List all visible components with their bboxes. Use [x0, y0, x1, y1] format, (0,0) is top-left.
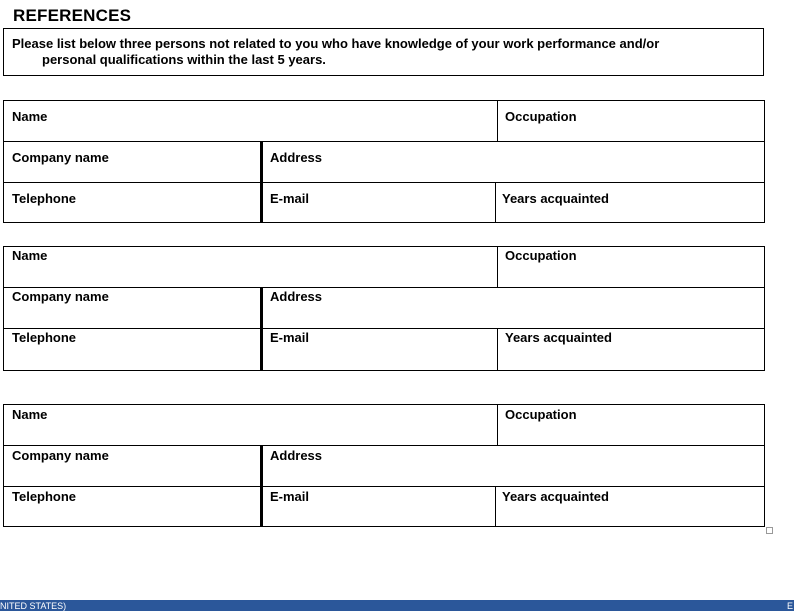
telephone-label: Telephone [12, 330, 77, 345]
company-name-cell[interactable] [4, 142, 260, 182]
reference-row-name [4, 247, 764, 288]
name-cell[interactable] [4, 101, 497, 141]
address-cell[interactable] [262, 446, 764, 486]
email-cell[interactable] [262, 329, 497, 370]
years-acquainted-cell[interactable] [495, 487, 764, 526]
years-acquainted-label: Years acquainted [502, 191, 609, 206]
email-cell[interactable] [262, 183, 495, 222]
status-bar [0, 600, 794, 611]
reference-row-company [4, 288, 764, 329]
occupation-cell[interactable] [497, 101, 764, 141]
email-label: E-mail [270, 330, 310, 345]
years-acquainted-cell[interactable] [495, 183, 764, 222]
address-label: Address [270, 150, 323, 165]
telephone-cell[interactable] [4, 183, 260, 222]
company-name-cell[interactable] [4, 288, 260, 328]
language-indicator[interactable]: NITED STATES) [0, 601, 67, 611]
reference-row-company [4, 142, 764, 183]
address-label: Address [270, 448, 323, 463]
status-bar-right-item[interactable]: E [786, 601, 793, 611]
reference-row-name [4, 405, 764, 446]
telephone-cell[interactable] [4, 329, 260, 370]
reference-table-3 [3, 404, 765, 527]
address-cell[interactable] [262, 288, 764, 328]
email-cell[interactable] [262, 487, 495, 526]
name-label: Name [12, 248, 48, 263]
reference-table-1 [3, 100, 765, 223]
telephone-label: Telephone [12, 191, 77, 206]
name-label: Name [12, 109, 48, 124]
address-cell[interactable] [262, 142, 764, 182]
reference-table-2 [3, 246, 765, 371]
instructions-box [3, 28, 764, 76]
email-label: E-mail [270, 191, 310, 206]
occupation-cell[interactable] [497, 247, 764, 287]
reference-row-contact [4, 183, 764, 222]
years-acquainted-cell[interactable] [497, 329, 764, 370]
occupation-label: Occupation [505, 109, 577, 124]
company-name-cell[interactable] [4, 446, 260, 486]
reference-row-contact [4, 487, 764, 526]
name-cell[interactable] [4, 247, 497, 287]
address-label: Address [270, 289, 323, 304]
reference-row-contact [4, 329, 764, 370]
name-cell[interactable] [4, 405, 497, 445]
occupation-label: Occupation [505, 407, 577, 422]
reference-row-name [4, 101, 764, 142]
years-acquainted-label: Years acquainted [502, 489, 609, 504]
instructions-line-2: personal qualifications within the last 5 years. [42, 52, 326, 67]
page-title: REFERENCES [13, 6, 132, 25]
name-label: Name [12, 407, 48, 422]
table-resize-handle[interactable] [766, 527, 773, 534]
instructions-line-1: Please list below three persons not related to you who have knowledge of your work performance and/or [12, 36, 660, 51]
years-acquainted-label: Years acquainted [505, 330, 612, 345]
email-label: E-mail [270, 489, 310, 504]
company-name-label: Company name [12, 150, 109, 165]
occupation-label: Occupation [505, 248, 577, 263]
telephone-label: Telephone [12, 489, 77, 504]
company-name-label: Company name [12, 448, 109, 463]
company-name-label: Company name [12, 289, 109, 304]
telephone-cell[interactable] [4, 487, 260, 526]
reference-row-company [4, 446, 764, 487]
occupation-cell[interactable] [497, 405, 764, 445]
